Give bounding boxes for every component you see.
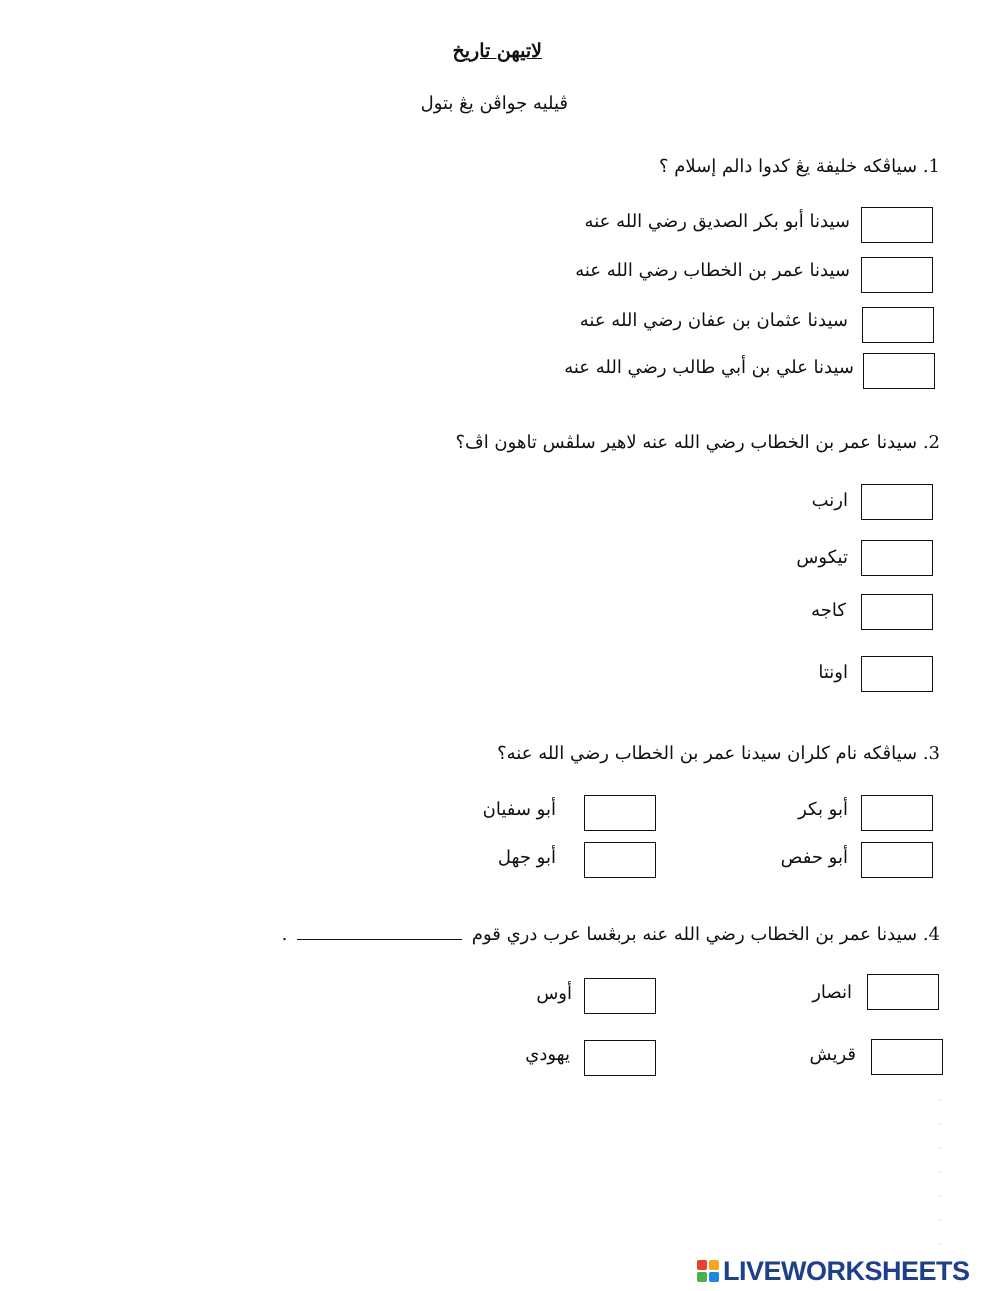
q2-option-4-label: اونتا — [818, 662, 848, 683]
margin-dots: · · · · · · · — [938, 1096, 942, 1251]
q1-option-3-label: سيدنا عثمان بن عفان رضي الله عنه — [579, 310, 848, 331]
q2-option-4-checkbox[interactable] — [861, 656, 933, 692]
q3-option-2-checkbox[interactable] — [584, 795, 656, 831]
liveworksheets-logo[interactable] — [697, 1254, 995, 1288]
q2-option-2-label: تيكوس — [796, 547, 848, 568]
logo-square-blue — [709, 1272, 719, 1282]
logo-text: LIVEWORKSHEETS — [723, 1255, 970, 1286]
worksheet-instruction: ڤيليه جواڤن يڠ بتول — [420, 93, 568, 114]
q3-option-3-checkbox[interactable] — [861, 842, 933, 878]
q2-option-3-checkbox[interactable] — [861, 594, 933, 630]
q4-option-1-checkbox[interactable] — [867, 974, 939, 1010]
question-1-text: 1. سياڤكه خليفة يڠ كدوا دالم إسلام ؟ — [659, 156, 940, 177]
q3-option-1-checkbox[interactable] — [861, 795, 933, 831]
question-4-line — [282, 925, 940, 944]
q3-option-3-label: أبو حفص — [780, 847, 848, 868]
q3-option-1-label: أبو بكر — [798, 799, 848, 820]
q4-option-4-label: يهودي — [525, 1044, 570, 1065]
q4-option-3-checkbox[interactable] — [871, 1039, 943, 1075]
q4-option-3-label: قريش — [809, 1044, 856, 1065]
q4-option-2-label: أوس — [536, 983, 572, 1004]
logo-square-green — [697, 1272, 707, 1282]
logo-square-orange — [709, 1260, 719, 1270]
q2-option-2-checkbox[interactable] — [861, 540, 933, 576]
q4-option-1-label: انصار — [812, 982, 852, 1003]
q1-option-1-checkbox[interactable] — [861, 207, 933, 243]
q1-option-3-checkbox[interactable] — [862, 307, 934, 343]
q1-option-4-checkbox[interactable] — [863, 353, 935, 389]
q3-option-4-label: أبو جهل — [497, 847, 556, 868]
question-2-text: 2. سيدنا عمر بن الخطاب رضي الله عنه لاهير سلڤس تاهون اڤ؟ — [455, 432, 940, 453]
q1-option-1-label: سيدنا أبو بكر الصديق رضي الله عنه — [584, 211, 850, 232]
q1-option-2-checkbox[interactable] — [861, 257, 933, 293]
q4-option-2-checkbox[interactable] — [584, 978, 656, 1014]
q3-option-2-label: أبو سفيان — [482, 799, 556, 820]
answer-blank[interactable] — [297, 925, 462, 940]
question-4-suffix: . — [281, 924, 288, 945]
q4-option-4-checkbox[interactable] — [584, 1040, 656, 1076]
q1-option-2-label: سيدنا عمر بن الخطاب رضي الله عنه — [575, 260, 850, 281]
logo-mark-icon — [697, 1260, 719, 1282]
q1-option-4-label: سيدنا علي بن أبي طالب رضي الله عنه — [564, 357, 854, 378]
logo-square-red — [697, 1260, 707, 1270]
q2-option-1-label: ارنب — [811, 490, 848, 511]
q2-option-1-checkbox[interactable] — [861, 484, 933, 520]
q3-option-4-checkbox[interactable] — [584, 842, 656, 878]
q2-option-3-label: كاجه — [811, 600, 846, 621]
worksheet-title: لاتيهن تاريخ — [452, 40, 542, 62]
question-3-text: 3. سياڤكه نام كلران سيدنا عمر بن الخطاب رضي الله عنه؟ — [497, 743, 940, 764]
question-4-text: 4. سيدنا عمر بن الخطاب رضي الله عنه بربڠسا عرب دري قوم — [471, 924, 940, 945]
